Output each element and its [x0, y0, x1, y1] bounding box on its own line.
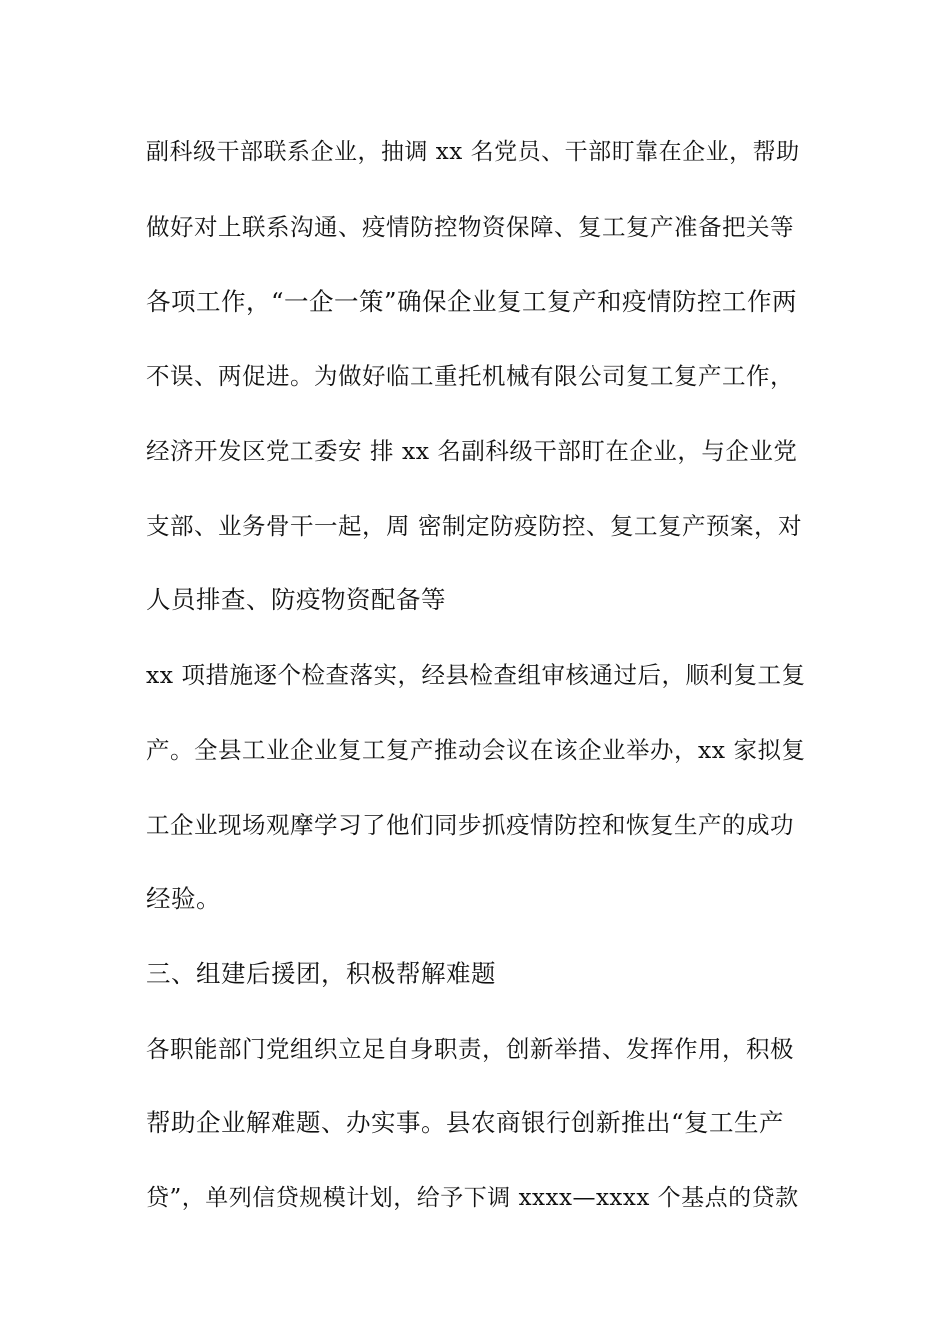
text-line: 经济开发区党工委安 排 xx 名副科级干部盯在企业，与企业党 [146, 437, 798, 465]
text-line: 各职能部门党组织立足自身职责，创新举措、发挥作用，积极 [146, 1035, 794, 1063]
text-line: 支部、业务骨干一起，周 密制定防疫防控、复工复产预案，对 [146, 512, 802, 540]
text-line: 帮助企业解难题、办实事。县农商银行创新推出“复工生产 [146, 1108, 785, 1137]
text-line: 不误、两促进。为做好临工重托机械有限公司复工复产工作， [146, 362, 794, 390]
text-line: 各项工作，“一企一策”确保企业复工复产和疫情防控工作两 [146, 287, 798, 316]
text-line: xx 项措施逐个检查落实，经县检查组审核通过后，顺利复工复 [146, 661, 806, 689]
text-line: 做好对上联系沟通、疫情防控物资保障、复工复产准备把关等 [146, 213, 794, 241]
text-line: 经验。 [146, 884, 221, 913]
text-line: 产。全县工业企业复工复产推动会议在该企业举办，xx 家拟复 [146, 736, 806, 764]
section-heading: 三、组建后援团，积极帮解难题 [146, 959, 496, 988]
text-line: 人员排查、防疫物资配备等 [146, 585, 446, 614]
text-line: 贷”，单列信贷规模计划，给予下调 xxxx—xxxx 个基点的贷款 [146, 1185, 799, 1211]
text-line: 副科级干部联系企业，抽调 xx 名党员、干部盯靠在企业，帮助 [146, 139, 800, 165]
text-line: 工企业现场观摩学习了他们同步抓疫情防控和恢复生产的成功 [146, 811, 794, 839]
